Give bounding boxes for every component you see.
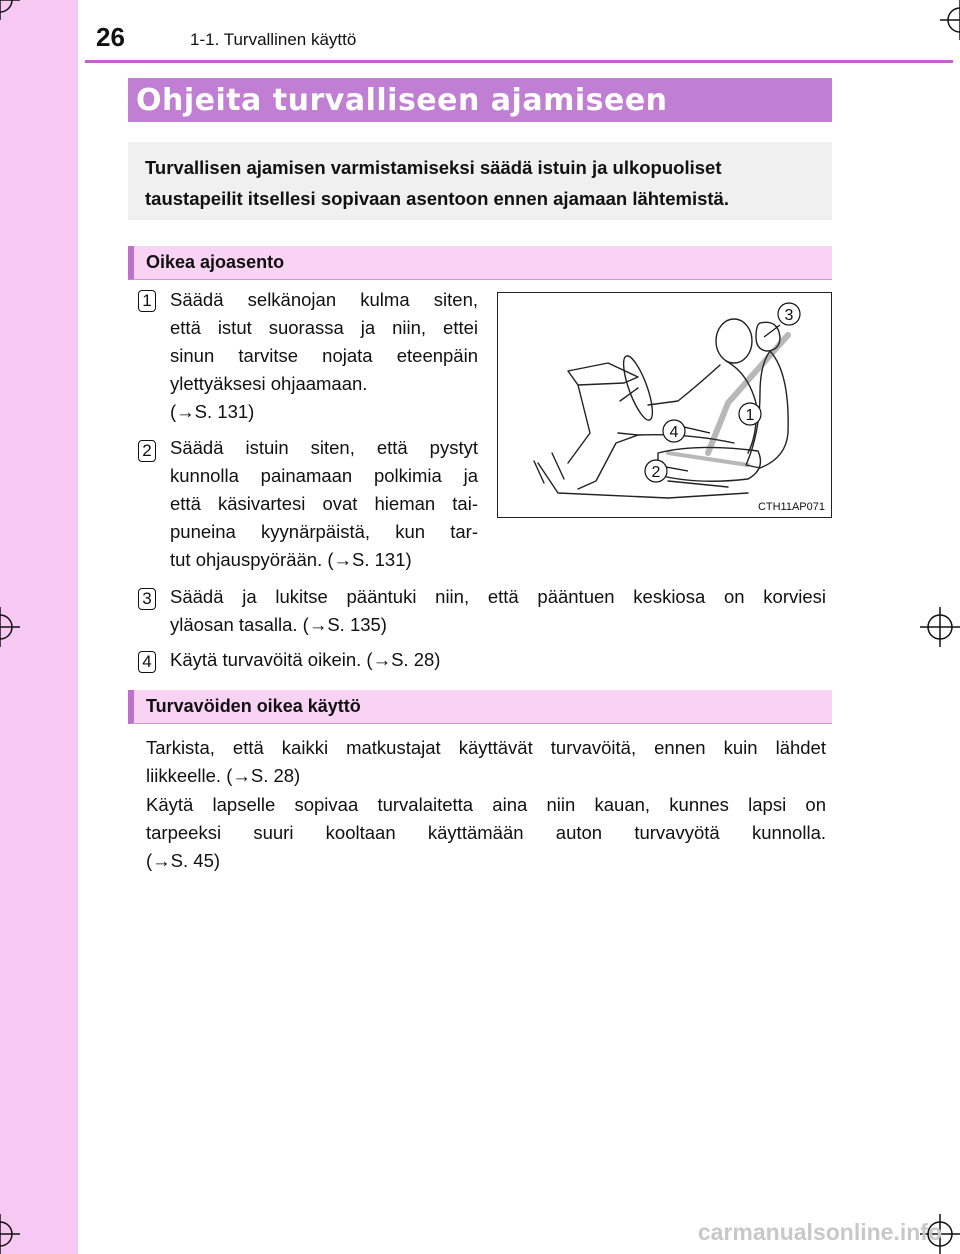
figure-code: CTH11AP071 <box>757 501 825 513</box>
callout-label: 3 <box>784 307 794 324</box>
driver-knee <box>618 433 638 435</box>
intro-box <box>128 142 832 220</box>
page-number: 26 <box>96 22 125 52</box>
list-item <box>170 583 826 639</box>
dash-lower-line <box>568 385 590 463</box>
seatbelt <box>708 335 788 453</box>
item-line: että käsivartesi ovat hieman tai- <box>170 493 478 514</box>
registration-mark-icon <box>0 0 20 20</box>
callout-label: 2 <box>651 464 661 481</box>
list-item <box>170 434 478 574</box>
driver-seat-illustration <box>498 293 831 517</box>
callout-label: 4 <box>669 424 679 441</box>
pedal-shape <box>552 453 564 479</box>
item-line: kunnolla painamaan polkimia ja <box>170 465 478 486</box>
paragraph-line: liikkeelle. (→S. 28) <box>146 765 301 786</box>
paragraph-line: Käytä lapselle sopivaa turvalaitetta aina niin kauan, kunnes lapsi on <box>146 794 826 815</box>
seat-rail <box>668 481 728 487</box>
item-line: Säädä ja lukitse pääntuki niin, että pääntuen keskiosa on korviesi <box>170 586 826 607</box>
section-running-head: 1-1. Turvallinen käyttö <box>190 30 357 49</box>
watermark: carmanualsonline.info <box>697 1219 942 1245</box>
item-line: Käytä turvavöitä oikein. (→S. 28) <box>170 649 441 670</box>
page-title-bar <box>128 78 832 122</box>
section-heading: Turvavöiden oikea käyttö <box>146 696 361 716</box>
item-line: Säädä selkänojan kulma siten, <box>170 289 478 310</box>
dashboard-shape <box>568 363 638 385</box>
item-number-badge: 4 <box>138 651 156 673</box>
seating-position-figure <box>497 292 832 518</box>
list-item <box>170 286 478 426</box>
item-line: että istut suorassa ja niin, ettei <box>170 317 478 338</box>
callout-label: 1 <box>745 407 755 424</box>
paragraph-line: Tarkista, että kaikki matkustajat käyttävät turvavöitä, ennen kuin lähdet <box>146 737 826 758</box>
section-heading-bar <box>128 246 832 280</box>
floor-line <box>538 463 748 498</box>
item-line: puneina kyynärpäistä, kun tar- <box>170 521 478 542</box>
driver-head <box>716 319 752 363</box>
registration-mark-icon <box>0 607 20 647</box>
page-title: Ohjeita turvalliseen ajamiseen <box>136 83 668 118</box>
item-line: tut ohjauspyörään. (→S. 131) <box>170 549 412 570</box>
item-line: Säädä istuin siten, että pystyt <box>170 437 478 458</box>
registration-mark-icon <box>940 0 960 40</box>
item-number-badge: 1 <box>138 290 156 312</box>
item-number-badge: 2 <box>138 440 156 462</box>
header-rule <box>85 60 953 63</box>
item-line: (→S. 131) <box>170 401 255 422</box>
item-line: ylettyäksesi ohjaamaan. <box>170 373 368 394</box>
paragraph-line: tarpeeksi suuri kooltaan käyttämään auton turvavyötä kunnolla. <box>146 822 826 843</box>
item-line: sinun tarvitse nojata eteenpäin <box>170 345 478 366</box>
paragraph-line: (→S. 45) <box>146 850 221 871</box>
driver-arm <box>648 365 720 405</box>
section-heading-bar <box>128 690 832 724</box>
item-number-badge: 3 <box>138 588 156 610</box>
item-line: yläosan tasalla. (→S. 135) <box>170 614 387 635</box>
registration-mark-icon <box>920 607 960 647</box>
section-heading: Oikea ajoasento <box>146 252 285 272</box>
intro-text: Turvallisen ajamisen varmistamiseksi säädä istuin ja ulkopuoliset taustapeilit itsellesi sopivaan asentoon ennen ajamaan lähtemistä. <box>145 157 729 209</box>
registration-mark-icon <box>0 1214 20 1254</box>
paragraph <box>146 734 826 790</box>
list-item <box>170 646 826 674</box>
paragraph <box>146 791 826 875</box>
